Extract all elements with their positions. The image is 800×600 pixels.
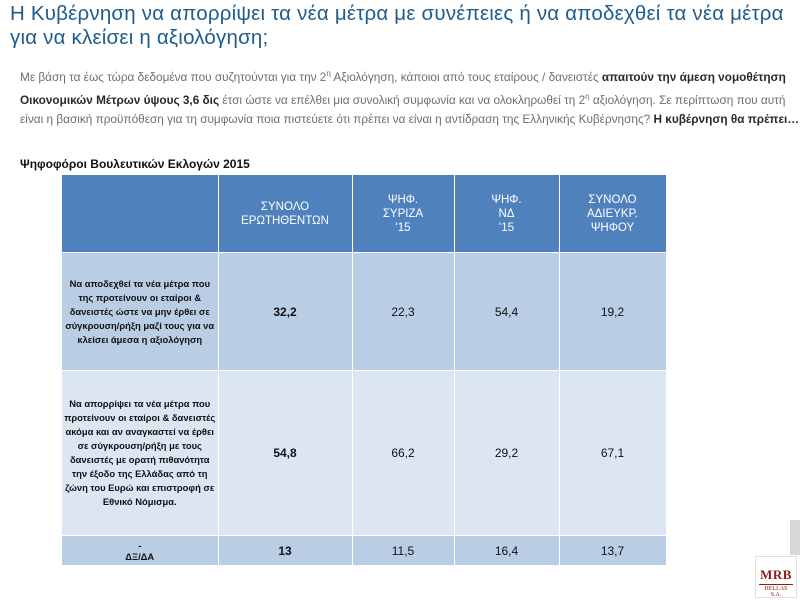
intro-sup2: η [585, 91, 590, 101]
intro-bold2: Η κυβέρνηση θα πρέπει… [653, 111, 800, 126]
logo-text: MRB [760, 567, 792, 582]
header-empty-cell [62, 175, 218, 253]
value-cell: 54,8 [218, 371, 352, 536]
row-label: Να αποδεχθεί τα νέα μέτρα που της προτείνουν οι εταίροι & δανειστές ώστε να μην έρθει σε σύγκρουση/ρήξη μαζί τους για να κλείσει άμεσα η αξιολόγηση [62, 253, 218, 371]
column-header: ΨΗΦ. ΝΔ '15 [454, 175, 559, 253]
question-text [20, 64, 800, 129]
table-row [62, 371, 666, 536]
column-header: ΣΥΝΟΛΟ ΕΡΩΤΗΘΕΝΤΩΝ [218, 175, 352, 253]
table-row [62, 536, 666, 566]
decorative-stripe [790, 520, 800, 555]
results-table [62, 175, 667, 566]
value-cell: 16,4 [454, 536, 559, 566]
intro-part4: αξιολόγηση. Σε περίπτωση που αυτή είναι η βασική προϋπόθεση για τη συμφωνία ποια πιστεύετε ότι πρέπει να είναι η αντίδραση της Ελληνικής Κυβέρνησης? [20, 92, 786, 126]
intro-part3: έτσι ώστε να επέλθει μια συνολική συμφωνία και να ολοκληρωθεί τη 2 [219, 92, 586, 107]
intro-sup1: η [326, 69, 331, 78]
column-header: ΨΗΦ. ΣΥΡΙΖΑ '15 [352, 175, 454, 253]
value-cell: 13,7 [559, 536, 666, 566]
value-cell: 13 [218, 536, 352, 566]
table-row [62, 253, 666, 371]
intro-part2: Αξιολόγηση, κάποιοι από τους εταίρους / δανειστές [330, 69, 602, 84]
row-label: Να απορρίψει τα νέα μέτρα που προτείνουν οι εταίροι & δανειστές ακόμα και αν αναγκαστεί να έρθει σε σύγκρουση/ρήξη με τους δανειστές με ορατή πιθανότητα την έξοδο της Ελλάδας από τη ζώνη του Ευρώ και επιστροφή σε Εθνικό Νόμισμα. [62, 371, 218, 536]
value-cell: 29,2 [454, 371, 559, 536]
value-cell: 22,3 [352, 253, 454, 371]
value-cell: 67,1 [559, 371, 666, 536]
value-cell: 66,2 [352, 371, 454, 536]
row-label: - ΔΞ/ΔΑ [62, 536, 218, 566]
logo-subtext: HELLAS S.A. [759, 584, 793, 598]
page-title: Η Κυβέρνηση να απορρίψει τα νέα μέτρα με συνέπειες ή να αποδεχθεί τα νέα μέτρα για να κλείσει η αξιολόγηση; [10, 2, 784, 49]
value-cell: 19,2 [559, 253, 666, 371]
column-header: ΣΥΝΟΛΟ ΑΔΙΕΥΚΡ. ΨΗΦΟΥ [559, 175, 666, 253]
mrb-logo [755, 556, 797, 598]
intro-part1: Με βάση τα έως τώρα δεδομένα που συζητούνται για την 2 [20, 69, 327, 84]
value-cell: 11,5 [352, 536, 454, 566]
intro-bold1: απαιτούν την άμεση νομοθέτηση Οικονομικών Μέτρων ύψους 3,6 δις [20, 69, 786, 107]
table-subheading: Ψηφοφόροι Βουλευτικών Εκλογών 2015 [20, 157, 250, 171]
value-cell: 32,2 [218, 253, 352, 371]
table-header-row [62, 175, 666, 253]
value-cell: 54,4 [454, 253, 559, 371]
